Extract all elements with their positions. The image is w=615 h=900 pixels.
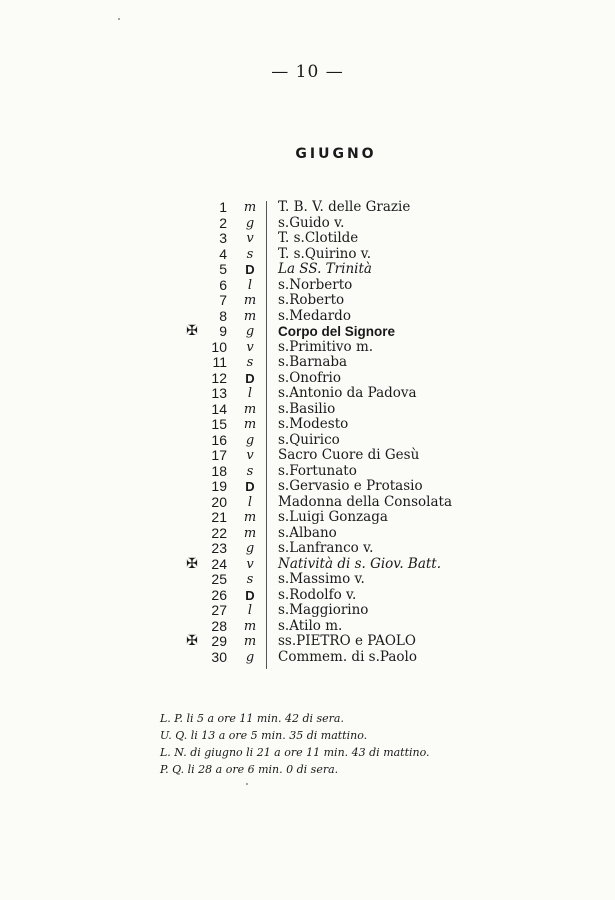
day-number: 21 bbox=[211, 509, 227, 525]
weekday-letter: D bbox=[245, 587, 255, 603]
cross-icon: ✠ bbox=[186, 633, 198, 649]
page-number: — 10 — bbox=[271, 62, 344, 82]
weekday-letter: D bbox=[245, 262, 255, 277]
saint-name: T. s.Quirino v. bbox=[278, 245, 372, 262]
saint-name: s.Antonio da Padova bbox=[278, 385, 417, 401]
day-number: 2 bbox=[219, 214, 227, 231]
calendar-row bbox=[0, 572, 615, 587]
weekday-letter: s bbox=[246, 463, 254, 479]
saint-name: s.Fortunato bbox=[278, 462, 357, 479]
day-number: 11 bbox=[212, 354, 227, 370]
saint-name: s.Lanfranco v. bbox=[278, 540, 374, 556]
day-number: 13 bbox=[211, 385, 227, 401]
weekday-letter: m bbox=[243, 618, 257, 634]
weekday-letter: v bbox=[246, 448, 254, 463]
saint-name: T. B. V. delle Grazie bbox=[278, 199, 411, 215]
day-number: 23 bbox=[211, 540, 227, 556]
weekday-letter: v bbox=[246, 231, 254, 246]
month-title: GIUGNO bbox=[295, 146, 377, 162]
saint-name: s.Rodolfo v. bbox=[278, 586, 357, 603]
day-number: 1 bbox=[219, 199, 227, 215]
calendar-row bbox=[0, 417, 615, 432]
note-new-moon: L. N. di giugno li 21 a ore 11 min. 43 di mattino. bbox=[160, 746, 430, 759]
day-number: 17 bbox=[211, 447, 227, 463]
saint-name: Commem. di s.Paolo bbox=[278, 648, 418, 665]
day-number: 4 bbox=[219, 245, 227, 262]
calendar-row bbox=[0, 371, 615, 386]
day-number: 12 bbox=[211, 369, 227, 386]
saint-name: Corpo del Signore bbox=[278, 324, 396, 339]
saint-name: s.Norberto bbox=[278, 276, 353, 293]
weekday-letter: m bbox=[243, 293, 257, 308]
note-last-quarter: U. Q. li 13 a ore 5 min. 35 di mattino. bbox=[160, 729, 368, 742]
moon-phase-notes bbox=[160, 710, 600, 778]
weekday-letter: g bbox=[245, 541, 255, 556]
calendar-row bbox=[0, 634, 615, 649]
saint-name: s.Primitivo m. bbox=[278, 338, 374, 355]
calendar-row bbox=[0, 526, 615, 541]
weekday-letter: s bbox=[246, 355, 254, 370]
saint-name: s.Basilio bbox=[278, 400, 336, 417]
weekday-letter: m bbox=[243, 634, 257, 649]
saint-name: s.Onofrio bbox=[278, 369, 342, 386]
calendar-row bbox=[0, 247, 615, 262]
calendar-row bbox=[0, 231, 615, 246]
weekday-letter: l bbox=[247, 277, 253, 293]
day-number: 5 bbox=[219, 261, 227, 277]
saint-name: La SS. Trinità bbox=[278, 261, 372, 277]
weekday-letter: D bbox=[245, 370, 255, 386]
saint-name: s.Guido v. bbox=[278, 214, 345, 231]
saint-name: Madonna della Consolata bbox=[278, 493, 453, 510]
saint-name: s.Modesto bbox=[278, 416, 349, 432]
calendar-row bbox=[0, 433, 615, 448]
saint-name: s.Luigi Gonzaga bbox=[278, 509, 388, 525]
calendar-row bbox=[0, 619, 615, 634]
weekday-letter: v bbox=[246, 339, 254, 355]
weekday-letter: m bbox=[243, 401, 257, 417]
weekday-letter: l bbox=[247, 603, 253, 618]
weekday-letter: g bbox=[245, 215, 255, 231]
calendar-row bbox=[0, 324, 615, 339]
calendar-row bbox=[0, 355, 615, 370]
saint-name: s.Gervasio e Protasio bbox=[278, 478, 423, 494]
calendar-row bbox=[0, 479, 615, 494]
calendar-row bbox=[0, 262, 615, 277]
weekday-letter: s bbox=[246, 246, 254, 262]
day-number: 3 bbox=[219, 230, 227, 246]
day-number: 9 bbox=[219, 323, 227, 339]
calendar-row bbox=[0, 293, 615, 308]
day-number: 20 bbox=[211, 493, 227, 510]
weekday-letter: m bbox=[243, 417, 257, 432]
cross-icon: ✠ bbox=[186, 555, 198, 572]
day-number: 15 bbox=[211, 416, 227, 432]
day-number: 14 bbox=[211, 400, 227, 417]
weekday-letter: l bbox=[247, 494, 253, 510]
saint-name: s.Atilo m. bbox=[278, 617, 343, 634]
note-full-moon: L. P. li 5 a ore 11 min. 42 di sera. bbox=[160, 712, 344, 725]
day-number: 30 bbox=[211, 648, 227, 665]
calendar-row bbox=[0, 448, 615, 463]
day-number: 7 bbox=[219, 292, 227, 308]
paper-speck bbox=[246, 783, 248, 785]
saint-name: T. s.Clotilde bbox=[278, 230, 359, 246]
saint-name: s.Medardo bbox=[278, 307, 351, 324]
saint-name: s.Maggiorino bbox=[278, 602, 369, 618]
weekday-letter: g bbox=[245, 324, 255, 339]
weekday-letter: m bbox=[243, 510, 257, 525]
day-number: 16 bbox=[211, 431, 227, 448]
cross-icon: ✠ bbox=[186, 323, 198, 339]
saint-name: s.Roberto bbox=[278, 292, 345, 308]
day-number: 8 bbox=[219, 307, 227, 324]
weekday-letter: s bbox=[246, 572, 254, 587]
calendar-row bbox=[0, 557, 615, 572]
day-number: 24 bbox=[211, 555, 227, 572]
calendar-row bbox=[0, 650, 615, 665]
calendar-row bbox=[0, 402, 615, 417]
calendar-row bbox=[0, 464, 615, 479]
calendar-row bbox=[0, 340, 615, 355]
saint-name: s.Quirico bbox=[278, 431, 340, 448]
day-number: 27 bbox=[211, 602, 227, 618]
saint-name: s.Barnaba bbox=[278, 354, 348, 370]
weekday-letter: m bbox=[243, 308, 257, 324]
note-first-quarter: P. Q. li 28 a ore 6 min. 0 di sera. bbox=[160, 763, 339, 776]
day-number: 22 bbox=[211, 524, 227, 541]
saint-name: ss.PIETRO e PAOLO bbox=[278, 633, 416, 649]
weekday-letter: l bbox=[247, 386, 253, 401]
day-number: 26 bbox=[211, 586, 227, 603]
weekday-letter: D bbox=[245, 479, 255, 494]
day-number: 18 bbox=[211, 462, 227, 479]
calendar-row bbox=[0, 541, 615, 556]
calendar-row bbox=[0, 510, 615, 525]
weekday-letter: g bbox=[245, 432, 255, 448]
calendar-row bbox=[0, 495, 615, 510]
calendar-row bbox=[0, 200, 615, 215]
calendar-row bbox=[0, 278, 615, 293]
day-number: 28 bbox=[211, 617, 227, 634]
day-number: 29 bbox=[211, 633, 227, 649]
weekday-letter: m bbox=[243, 525, 257, 541]
calendar-row bbox=[0, 603, 615, 618]
saint-name: Sacro Cuore di Gesù bbox=[278, 447, 420, 463]
paper-speck bbox=[118, 18, 120, 20]
calendar-row bbox=[0, 309, 615, 324]
saint-name: s.Massimo v. bbox=[278, 571, 365, 587]
day-number: 10 bbox=[211, 338, 227, 355]
saint-name: s.Albano bbox=[278, 524, 337, 541]
saint-name: Natività di s. Giov. Batt. bbox=[278, 555, 442, 572]
calendar-row bbox=[0, 216, 615, 231]
day-number: 6 bbox=[219, 276, 227, 293]
calendar-row bbox=[0, 386, 615, 401]
day-number: 19 bbox=[211, 478, 227, 494]
weekday-letter: v bbox=[246, 556, 254, 572]
calendar-row bbox=[0, 588, 615, 603]
weekday-letter: g bbox=[245, 649, 255, 665]
day-number: 25 bbox=[211, 571, 227, 587]
weekday-letter: m bbox=[243, 200, 257, 215]
